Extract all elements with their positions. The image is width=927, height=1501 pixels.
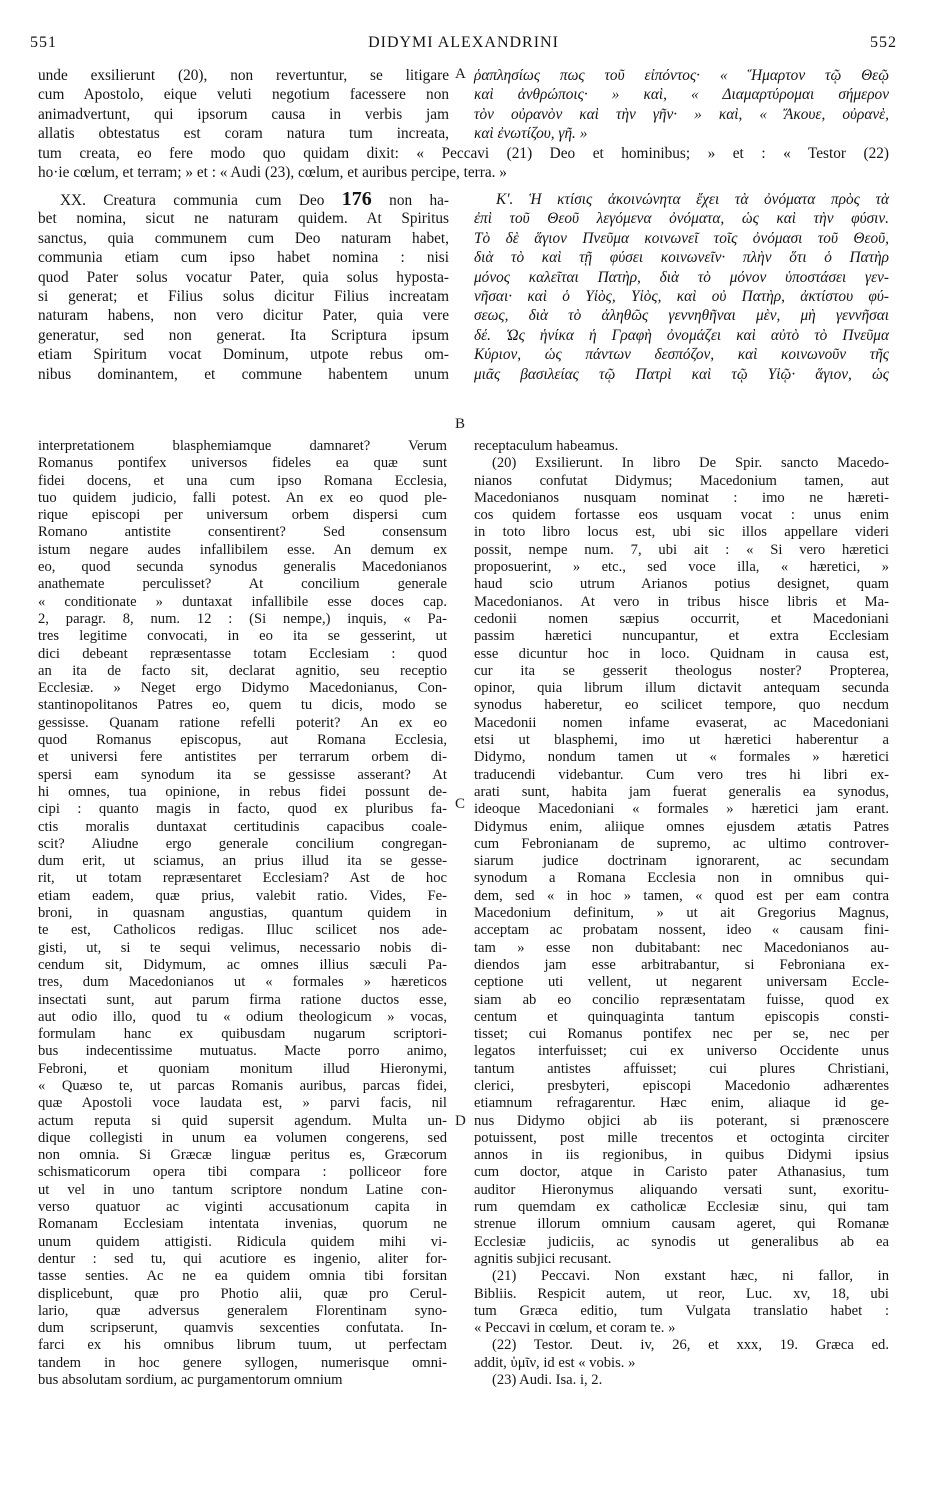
greek-line: τὸν οὐρανὸν καὶ τὴν γῆν· » καὶ, « Ἄκουε, οὐρανὲ, [474,105,889,123]
note-line: legatos interfuisset; cui ex universo Occidente unus [474,1043,889,1060]
text-line: allatis obtestatus est coram natura tum increata, [38,125,449,143]
note-line: ctis moralis duntaxat certitudinis capacibus coale- [38,818,447,835]
note-line: scit? Aliudne ergo generale concilium congregan- [38,835,447,852]
text-line: etiam Spiritum vocat Dominum, utpote rebus om- [38,346,449,364]
note-line: te est, Catholicos redigas. Illuc scilicet nos ade- [38,922,447,939]
note-line: unum quidem attigisti. Ridicula quidem mihi vi- [38,1233,447,1250]
text-line: bet nomina, sicut ne naturam quidem. At Spiritus [38,210,449,228]
note-line: formulam hanc ex quibusdam nugarum scriptori- [38,1026,447,1043]
note-line: Macedonii nomen infame evaserat, ac Macedoniani [474,714,889,731]
note-line: rique episcopi per universum orbem dispersi cum [38,507,447,524]
greek-line: Κ'. Ἡ κτίσις ἀκοινώνητα ἔχει τὰ ὀνόματα πρὸς τὰ [496,191,889,208]
margin-letter-d: D [455,1113,466,1129]
greek-line: καὶ ἀνθρώποις· » καὶ, « Διαμαρτύρομαι σήμερον [474,86,889,104]
text-line: quod Pater solus vocatur Pater, quia solus hyposta- [38,268,449,286]
note-line: Macedonium definitum, » ut ait Gregorius Magnus, [474,905,889,922]
greek-line: μόνος καλεῖται Πατὴρ, διὰ τὸ μόνον ὑποστάσει γεν- [474,268,889,286]
note-line: siarum judice doctrinam ignorarent, ac secundam [474,853,889,870]
note-line: stantinopolitanos Patres eo, quem tu dicis, modo se [38,697,447,714]
note-line: etiamnum refragarentur. Hæc enim, aliaque id ge- [474,1095,889,1112]
greek-line: νῆσαι· καὶ ὁ Υἱὸς, Υἱὸς, καὶ οὐ Πατὴρ, ἀκτίστου φύ- [474,287,889,305]
note-line: cipi : quanto magis in facto, quod ex pluribus fa- [38,801,447,818]
greek-line: Τὸ δὲ ἅγιον Πνεῦμα κοινωνεῖ τοῖς ὀνόμασι τοῦ Θεοῦ, [474,229,889,247]
note-line: cos quidem fortasse eos usquam vocat : unus enim [474,507,889,524]
heading-tail: non ha- [389,192,450,209]
note-line: in toto libro locus est, ubi sic illos appellare videri [474,524,889,541]
note-line: potuissent, post mille trecentos et octoginta circiter [474,1129,889,1146]
note-line: « Peccavi in cœlum, et coram te. » [474,1320,676,1337]
note-line: tres, dum Macedonianos ut « formales » hæreticos [38,974,447,991]
note-line: broni, in quasnam angustias, quantum quidem in [38,905,447,922]
notes-right-column [474,438,889,1389]
note-line: Didymus enim, aliique omnes ejusdem ætatis Patres [474,818,889,835]
note-line: ideoque Macedoniani « formales » hæretici jam erant. [474,801,889,818]
note-line: bus indecentissime mutuatus. Macte porro animo, [38,1043,447,1060]
margin-letter-b: B [455,416,466,432]
note-line: fidei docens, et una cum ipso Romana Ecclesia, [38,472,447,489]
note-line: verso quatuor ac viginti accusationum capita in [38,1199,447,1216]
note-line: strenue illorum omnium causam ageret, qui Romanæ [474,1216,889,1233]
note-line: passim hæretici nuncupantur, et extra Ecclesiam [474,628,889,645]
note-line: tam » esse non dubitabant: nec Macedonianos au- [474,939,889,956]
note-line: Macedonianos. At vero in tribus hisce libris et Ma- [474,593,889,610]
note-line: dentur : sed tu, qui acutiore es ingenio, aliter for- [38,1250,447,1267]
note-line: Didymo, nondum tamen ut « formales » hæretici [474,749,889,766]
note-line: Macedonianos nusquam nominat : imo ne hæreti- [474,489,889,506]
page-number-right: 552 [870,34,897,51]
note-line: acceptam ac probatam nossent, ideo « causam fini- [474,922,889,939]
greek-line: δέ. Ὡς ἡνίκα ἡ Γραφὴ ὀνομάζει καὶ αὐτὸ τὸ Πνεῦμα [474,326,889,344]
running-title: DIDYMI ALEXANDRINI [368,34,559,51]
section-heading: XX. Creatura communia cum Deo [60,192,325,209]
section-xx-greek [474,190,889,384]
note-line: (21) Peccavi. Non exstant hæc, ni fallor, in [492,1268,889,1285]
note-line: agnitis subjici recusant. [474,1250,612,1267]
note-line: Romanus pontifex universos fideles ea quæ sunt [38,455,447,472]
margin-letter-a: A [455,66,466,82]
text-line: generatur, sed non generat. Ita Scriptura ipsum [38,326,449,344]
note-line: haud scio utrum Arianos potius designet, quam [474,576,889,593]
note-line: rit, ut totam repræsentaret Ecclesiam? Ast de hoc [38,870,447,887]
note-line: dum scripserunt, quamvis sexcenties confutata. In- [38,1320,447,1337]
text-line: naturam habens, non vero dicitur Pater, quia vere [38,307,449,325]
full-width-lines [38,144,889,183]
margin-letter-c: C [455,796,466,812]
column-number: 176 [341,188,372,210]
top-latin-column [38,66,449,144]
note-line: actum reputa si quid supersit agendum. Multa un- [38,1112,447,1129]
note-line: annos in iis regionibus, in quibus Didymi ipsius [474,1147,889,1164]
note-line: nianos confutat Didymus; Macedonium tamen, aut [474,472,889,489]
note-line: cum doctor, atque in Caristo pater Athanasius, tum [474,1164,889,1181]
note-line: Romanam Ecclesiam intentata invenias, quorum ne [38,1216,447,1233]
note-line: cendum sit, Didymum, ac omnes illius sæculi Pa- [38,956,447,973]
text-line: nibus dominantem, et commune habentem unum [38,365,449,383]
text-line: unde exsilierunt (20), non revertuntur, se litigare [38,67,449,84]
note-line: dici debeant repræsentasse totam Ecclesiam : quod [38,645,447,662]
note-line: (20) Exsilierunt. In libro De Spir. sancto Macedo- [492,455,889,472]
note-line: dum erit, ut sciamus, an prius illud ita se gesse- [38,853,447,870]
note-line: nus Didymo objici ab iis poterant, si prænoscere [474,1112,889,1129]
text-line: communia etiam cum ipso habet nomina : nisi [38,249,449,267]
note-line: arati sunt, habita jam fuerat generalis ea synodus, [474,783,889,800]
note-line: tisset; cui Romanus pontifex nec per se, nec per [474,1026,889,1043]
note-line: lario, quæ adversus generalem Florentinam syno- [38,1302,447,1319]
note-line: « conditionate » duntaxat infallibile esse doces cap. [38,593,447,610]
top-greek-column [474,66,889,144]
note-line: synodum a Romana Ecclesia non in omnibus qui- [474,870,889,887]
text-line: animadvertunt, qui ipsorum causa in verbis jam [38,105,449,123]
greek-line: σεως, διὰ τὸ ἀληθῶς γεννηθῆναι μὲν, μὴ γεννῆσαι [474,307,889,325]
greek-line: Κύριον, ὡς πάντων δεσπόζον, καὶ κοινωνοῦν τῆς [474,346,889,364]
note-line: schismaticorum opera tibi compara : polliceor fore [38,1164,447,1181]
note-line: clerici, presbyteri, episcopi Macedonio adhærentes [474,1077,889,1094]
note-line: Febroni, et quoniam monitum illud Hieronymi, [38,1060,447,1077]
note-line: Romano antistite consentirent? Sed consensum [38,524,447,541]
text-line: cum Apostolo, eique veluti negotium facessere non [38,86,449,104]
note-line: « Quæso te, ut parcas Romanis auribus, parcas fidei, [38,1077,447,1094]
note-line: farci ex his omnibus librum tuum, ut perfectam [38,1337,447,1354]
note-line: Ecclesiæ. » Neget ergo Didymo Macedonianus, Con- [38,680,447,697]
note-line: dique collegisti in unum ea volumen congerens, sed [38,1129,447,1146]
note-line: tasse senties. Ac ne ea quidem omnia tibi forsitan [38,1268,447,1285]
note-line: dem, sed « in hoc » tamen, « quod est per eam contra [474,887,889,904]
note-line: bus absolutam sordium, ac purgamentorum omnium [38,1372,343,1389]
note-line: 2, paragr. 8, num. 12 : (Si nempe,) inquis, « Pa- [38,610,447,627]
greek-line: καὶ ἐνωτίζου, γῆ. » [474,125,588,143]
greek-line: ἐπὶ τοῦ Θεοῦ λεγόμενα ὀνόματα, ὡς καὶ τὴν φύσιν. [474,210,889,228]
note-line: tres legitime convocati, in eo ita se gesserint, ut [38,628,447,645]
notes-left-column [38,438,447,1389]
greek-line: ῥαπλησίως πως τοῦ εἰπόντος· « Ἥμαρτον τῷ Θεῷ [474,67,889,84]
note-line: receptaculum habeamus. [474,438,619,454]
note-line: auditor Hieronymus aliquando versati sunt, exoritu- [474,1181,889,1198]
note-line: tum Græca editio, tum Vulgata translatio habet : [474,1302,889,1319]
greek-line: διὰ τὸ καὶ τῇ φύσει κοινωνεῖν· πλὴν ὅτι ὁ Πατὴρ [474,249,889,267]
text-line: tum creata, eo fere modo quo quidam dixit: « Peccavi (21) Deo et hominibus; » et : « Testor (22) [38,145,889,162]
note-line: esse dicuntur hoc in loco. Quidnam in causa est, [474,645,889,662]
note-line: traducendi videbantur. Cum vero tres hi libri ex- [474,766,889,783]
note-line: an ita de facto sit, declarat agnitio, seu receptio [38,662,447,679]
note-line: interpretationem blasphemiamque damnaret? Verum [38,438,447,454]
note-line: quæ Apostoli voce laudata est, » parvi facis, nil [38,1095,447,1112]
note-line: anathemate perculisset? At concilium generale [38,576,447,593]
text-line: si generat; et Filius solus dicitur Filius increatam [38,287,449,305]
section-xx-latin [38,190,449,384]
note-line: opinor, quia librum illum dictavit antequam secunda [474,680,889,697]
note-line: (23) Audi. Isa. i, 2. [492,1372,603,1389]
note-line: non omnia. Si Græcæ linguæ peritus es, Græcorum [38,1147,447,1164]
note-line: insectati sunt, aut parum firma ratione ductos esse, [38,991,447,1008]
note-line: (22) Testor. Deut. iv, 26, et xxx, 19. Græca ed. [492,1337,889,1354]
section-heading-line [38,190,449,209]
note-line: tantum antistes affuisset; cui plures Christiani, [474,1060,889,1077]
note-line: gessisse. Quanam ratione refelli poterit? An ex eo [38,714,447,731]
note-line: possit, nempe num. 7, ubi ait : « Si vero hæretici [474,541,889,558]
note-line: synodus haberetur, eo scilicet tempore, quo necdum [474,697,889,714]
note-line: addit, ὑμῖν, id est « vobis. » [474,1354,636,1371]
note-line: gisti, ut, si te sequi velimus, necessario nobis di- [38,939,447,956]
note-line: siam ab eo concilio repræsentatam fuisse, quod ex [474,991,889,1008]
note-line: etsi ut blasphemi, imo ut hæretici haberentur a [474,732,889,749]
note-line: istum negare audes infallibilem esse. An demum ex [38,541,447,558]
note-line: rum quemdam ex catholicæ Ecclesiæ sinu, qui tam [474,1199,889,1216]
greek-line: μιᾶς βασιλείας τῷ Πατρὶ καὶ τῷ Υἱῷ· ἅγιον, ὡς [474,365,889,383]
note-line: centum et quinquaginta tantum episcopis consti- [474,1008,889,1025]
note-line: aut odio illo, quod tu « odium theologicum » vocas, [38,1008,447,1025]
page-number-left: 551 [30,34,57,51]
note-line: diendos jam esse arbitrabantur, si Febroniana ex- [474,956,889,973]
note-line: ceptione uti vellent, ut negarent universam Eccle- [474,974,889,991]
text-line: ho·ie cœlum, et terram; » et : « Audi (23), cœlum, et auribus percipe, terra. » [38,164,507,182]
note-line: quod Romanus episcopus, aut Romana Ecclesia, [38,732,447,749]
running-header [30,34,897,58]
note-line: displicebunt, quæ pro Photio alii, quæ pro Cerul- [38,1285,447,1302]
note-line: cur ita se gesserit theologus noster? Propterea, [474,662,889,679]
text-line: sanctus, quia communem cum Deo naturam habet, [38,229,449,247]
note-line: et universi fere antistites per terrarum orbem di- [38,749,447,766]
note-line: cedonii nomen sæpius occurrit, et Macedoniani [474,610,889,627]
note-line: etiam eadem, quæ prius, valebit ratio. Vides, Fe- [38,887,447,904]
note-line: ut vel in uno tantum scriptore nondum Latine con- [38,1181,447,1198]
note-line: cum Febronianam de supremo, ac ultimo controver- [474,835,889,852]
note-line: proposuerint, » etc., sed voce illa, « hæretici, » [474,559,889,576]
note-line: Ecclesiæ judiciis, ac synodis ut generalibus ab ea [474,1233,889,1250]
note-line: Bibliis. Respicit autem, ut reor, Luc. xv, 18, ubi [474,1285,889,1302]
note-line: hi omnes, tua opinione, in rebus fidei possunt de- [38,783,447,800]
note-line: eo, quod secunda synodus generalis Macedonianos [38,559,447,576]
note-line: tandem in hoc genere syllogen, numerisque omni- [38,1354,447,1371]
note-line: spersi eam synodum ita se gessisse asserant? At [38,766,447,783]
note-line: tuo quidem judicio, falli potest. An ex eo quod ple- [38,489,447,506]
